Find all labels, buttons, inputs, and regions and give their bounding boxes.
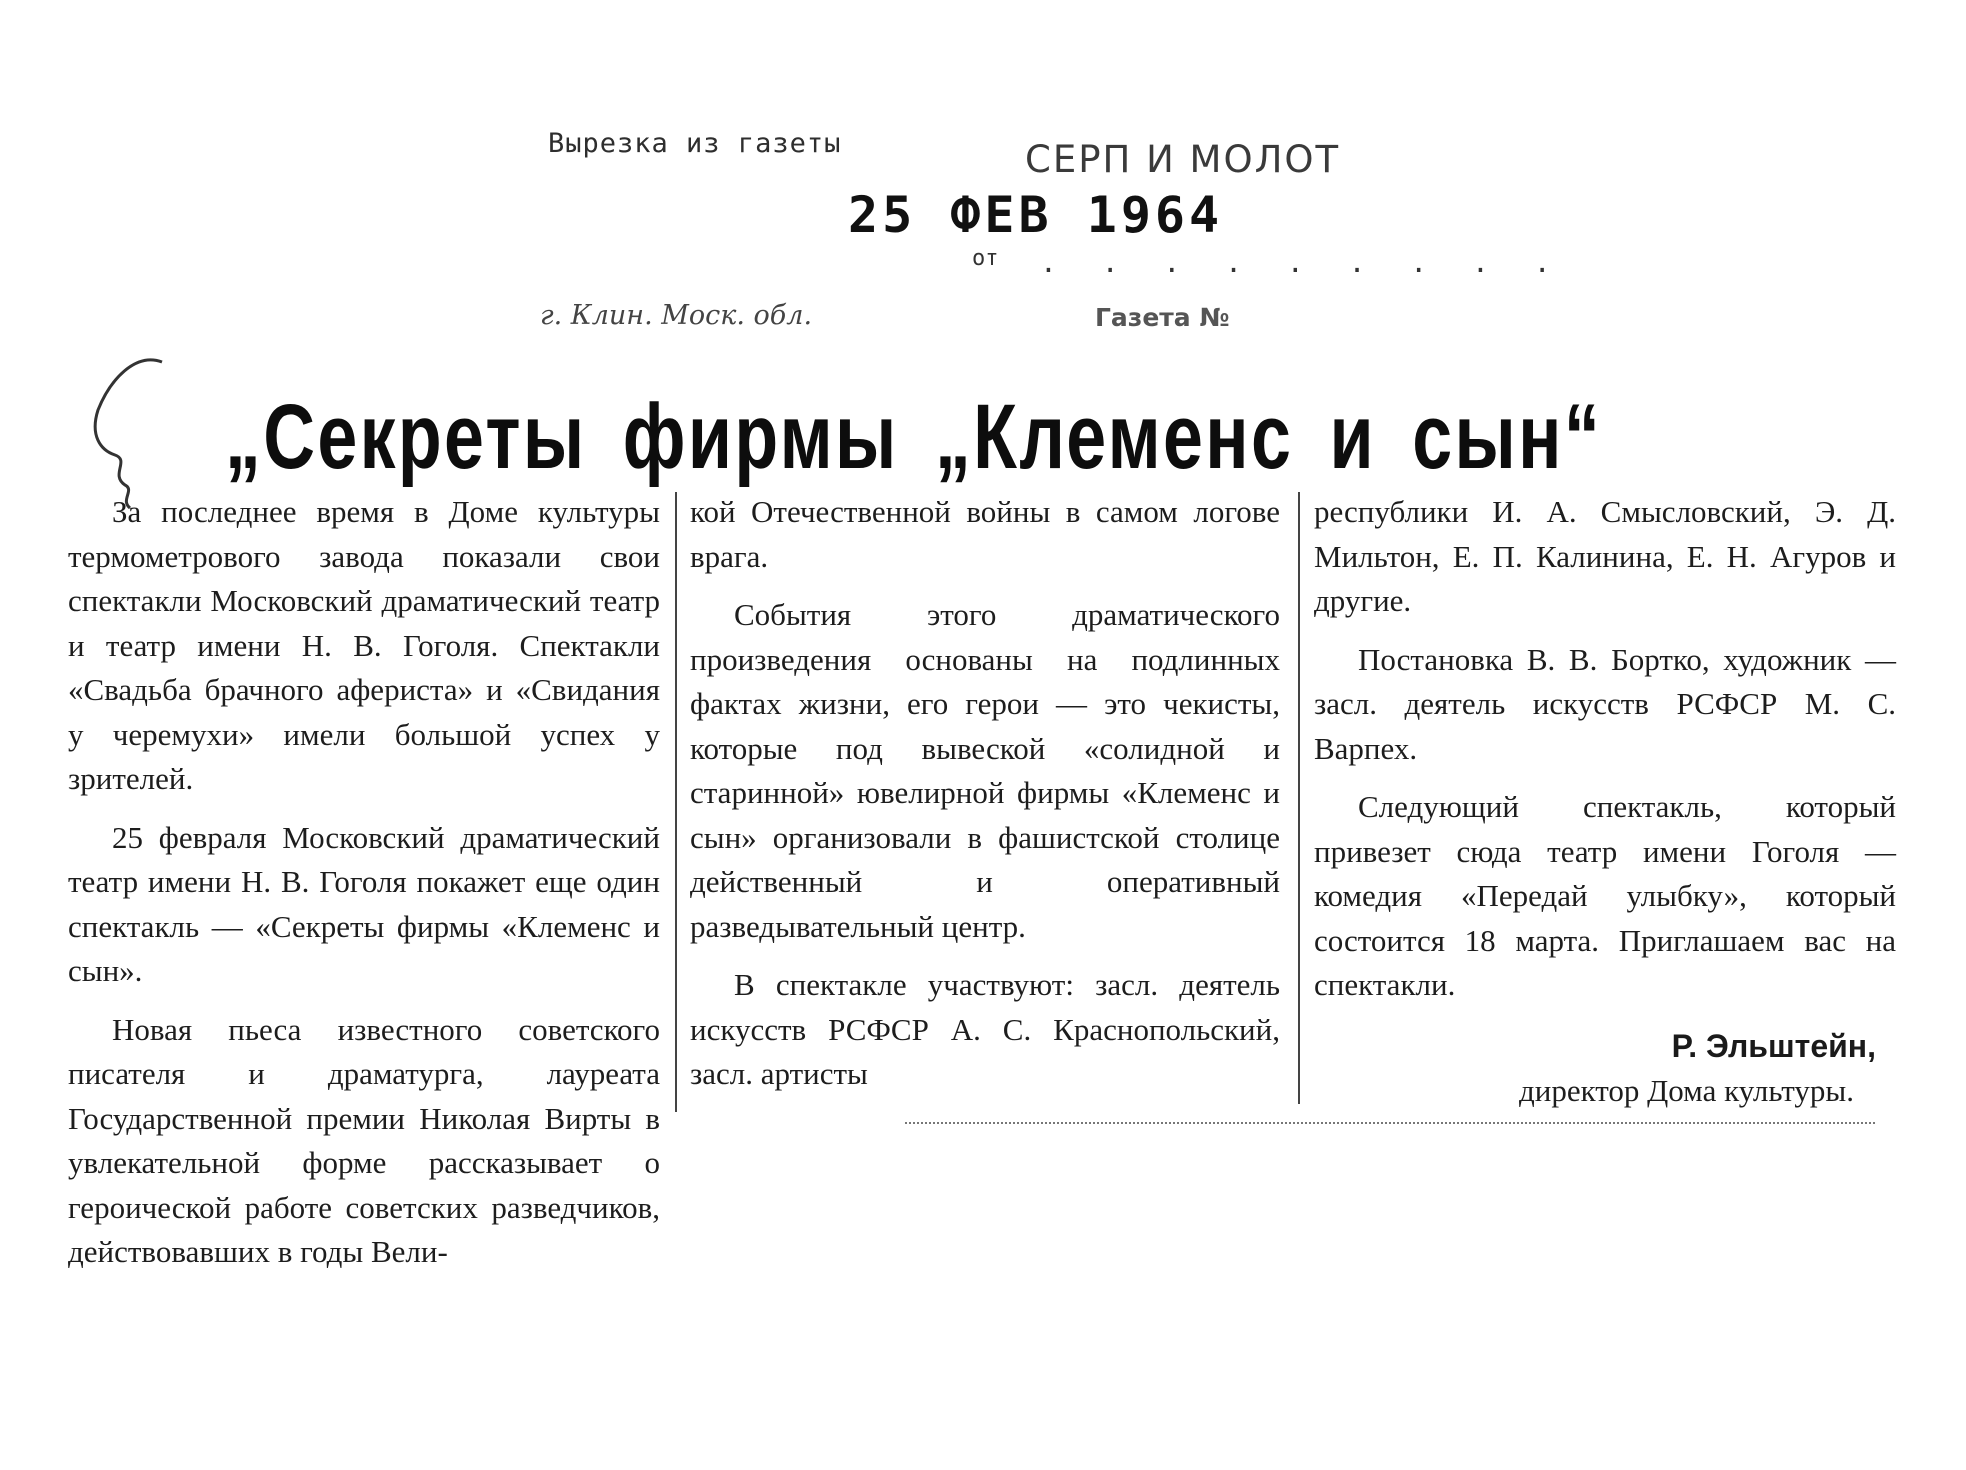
paragraph: республики И. А. Смысловский, Э. Д. Мильтон, Е. П. Калинина, Е. Н. Агуров и другие. — [1314, 494, 1896, 618]
gazeta-number-label: Газета № — [1095, 303, 1230, 332]
pencil-bracket-mark — [80, 350, 170, 510]
signature-title: директор Дома культуры. — [1518, 1073, 1854, 1108]
clipping-date: 25 ФЕВ 1964 — [848, 186, 1224, 244]
paragraph: События этого драматического произведения основаны на подлинных фактах жизни, его герои — это чекисты, которые под вывеской «солидной и старинной» ювелирной фирмы «Клеменс и сын» организовали в фашистской столице действенный и оперативный разведывательный центр. — [690, 597, 1280, 944]
paragraph: В спектакле участвуют: засл. деятель искусств РСФСР А. С. Краснопольский, засл. артисты — [690, 967, 1280, 1091]
paragraph: Новая пьеса известного советского писателя и драматурга, лауреата Государственной премии Николая Вирты в увлекательной форме рассказывает о героической работе советских разведчиков, действовавших в годы Вели- — [68, 1011, 660, 1269]
clipping-label: Вырезка из газеты — [548, 128, 842, 159]
article-column-2 — [690, 490, 1280, 1097]
paragraph: Следующий спектакль, который привезет сюда театр имени Гоголя —комедия «Передай улыбку», который состоится 18 марта. Приглашаем вас на спектакли. — [1314, 789, 1896, 1002]
paragraph: Постановка В. В. Бортко, художник — засл. деятель искусств РСФСР М. С. Варпех. — [1314, 641, 1896, 766]
article-column-3 — [1314, 490, 1896, 1008]
paragraph: 25 февраля Московский драматический театр имени Н. В. Гоголя покажет еще один спектакль — «Секреты фирмы «Клеменс и сын». — [68, 819, 660, 988]
signature-name: Р. Эльштейн, — [1671, 1028, 1876, 1064]
date-dots: . . . . . . . . . — [1040, 246, 1565, 279]
bottom-border — [905, 1118, 1875, 1124]
column-divider — [675, 492, 677, 1112]
paragraph: За последнее время в Доме культуры термометрового завода показали свои спектакли Московский драматический театр и театр имени Н. В. Гоголя. Спектакли «Свадьба брачного афериста» и «Свидания у черемухи» имели большой успех у зрителей. — [68, 494, 660, 796]
column-divider — [1298, 492, 1300, 1104]
date-ot-label: от — [972, 246, 999, 271]
newspaper-name: СЕРП И МОЛОТ — [1025, 138, 1341, 181]
article-column-1 — [68, 490, 660, 1275]
paragraph: кой Отечественной войны в самом логове врага. — [690, 494, 1280, 574]
city-label: г. Клин. Моск. обл. — [540, 300, 813, 331]
article-headline: „Секреты фирмы „Клеменс и сын“ — [225, 386, 1603, 488]
